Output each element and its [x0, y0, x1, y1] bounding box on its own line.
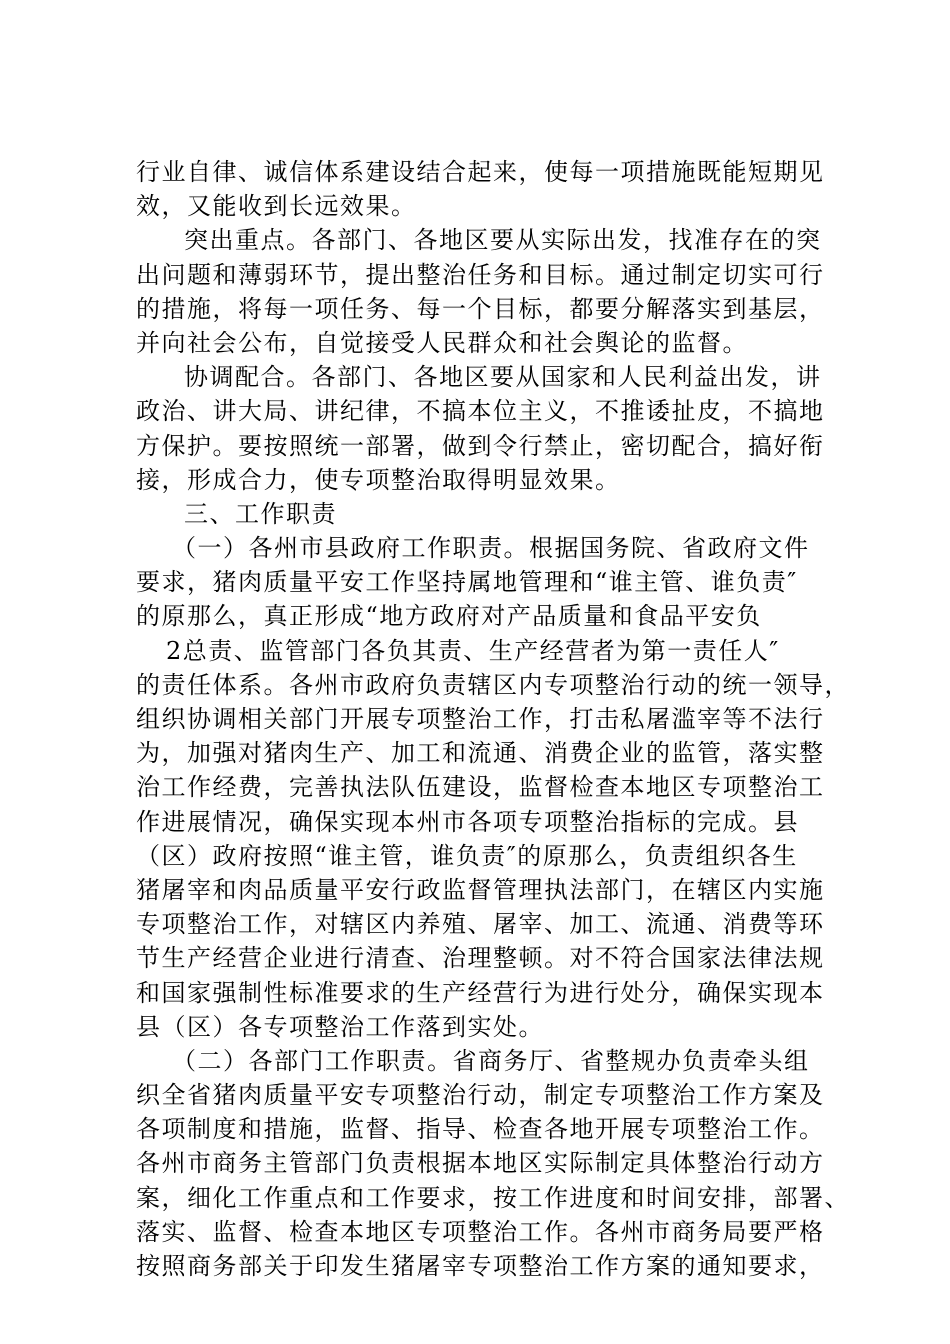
text-line: 猪屠宰和肉品质量平安行政监督管理执法部门，在辖区内实施: [136, 875, 825, 904]
section-heading: 三、工作职责: [184, 499, 337, 528]
paragraph-start-line: （二）各部门工作职责。省商务厅、省整规办负责牵头组: [172, 1046, 810, 1075]
text-line: 和国家强制性标准要求的生产经营行为进行处分，确保实现本: [136, 978, 825, 1007]
text-line: 行业自律、诚信体系建设结合起来，使每一项措施既能短期见: [136, 158, 825, 186]
document-body: [136, 155, 850, 1283]
text-line: 的原那么，真正形成“地方政府对产品质量和食品平安负: [136, 602, 762, 631]
paragraph-start-line: 突出重点。各部门、各地区要从实际出发，找准存在的突: [184, 226, 822, 255]
text-line: 为，加强对猪肉生产、加工和流通、消费企业的监管，落实整: [136, 739, 825, 768]
text-line: 节生产经营企业进行清查、治理整顿。对不符合国家法律法规: [136, 944, 825, 973]
text-line: 专项整治工作，对辖区内养殖、屠宰、加工、流通、消费等环: [136, 910, 825, 939]
paragraph-start-line: 协调配合。各部门、各地区要从国家和人民利益出发，讲: [184, 363, 822, 392]
text-line: 效，又能收到长远效果。: [136, 192, 417, 221]
text-line: 的责任体系。各州市政府负责辖区内专项整治行动的统一领导，: [136, 670, 850, 699]
text-line: 要求，猪肉质量平安工作坚持属地管理和“谁主管、谁负责″: [136, 568, 798, 597]
text-line: 案，细化工作重点和工作要求，按工作进度和时间安排，部署、: [136, 1183, 850, 1212]
text-line: 落实、监督、检查本地区专项整治工作。各州市商务局要严格: [136, 1217, 825, 1246]
text-line: 方保护。要按照统一部署，做到令行禁止，密切配合，搞好衔: [136, 431, 825, 460]
text-line: 治工作经费，完善执法队伍建设，监督检查本地区专项整治工: [136, 773, 825, 802]
text-line: 县（区）各专项整治工作落到实处。: [136, 1012, 544, 1041]
text-line: 作进展情况，确保实现本州市各项专项整治指标的完成。县: [136, 807, 799, 836]
text-line: 2总责、监管部门各负其责、生产经营者为第一责任人″: [166, 636, 780, 665]
text-line: 织全省猪肉质量平安专项整治行动，制定专项整治工作方案及: [136, 1081, 825, 1110]
text-line: 并向社会公布，自觉接受人民群众和社会舆论的监督。: [136, 328, 748, 357]
text-line: 接，形成合力，使专项整治取得明显效果。: [136, 465, 621, 494]
text-line: 按照商务部关于印发生猪屠宰专项整治工作方案的通知要求，: [136, 1252, 825, 1280]
text-line: 各州市商务主管部门负责根据本地区实际制定具体整治行动方: [136, 1149, 825, 1178]
text-line: 组织协调相关部门开展专项整治工作，打击私屠滥宰等不法行: [136, 705, 825, 733]
text-line: 的措施，将每一项任务、每一个目标，都要分解落实到基层，: [136, 294, 825, 323]
text-line: （区）政府按照“谁主管，谁负责″的原那么，负责组织各生: [136, 841, 798, 870]
text-line: 各项制度和措施，监督、指导、检查各地开展专项整治工作。: [136, 1115, 825, 1144]
text-line: 出问题和薄弱环节，提出整治任务和目标。通过制定切实可行: [136, 260, 825, 289]
paragraph-start-line: （一）各州市县政府工作职责。根据国务院、省政府文件: [172, 534, 810, 563]
text-line: 政治、讲大局、讲纪律，不搞本位主义，不推诿扯皮，不搞地: [136, 397, 825, 426]
